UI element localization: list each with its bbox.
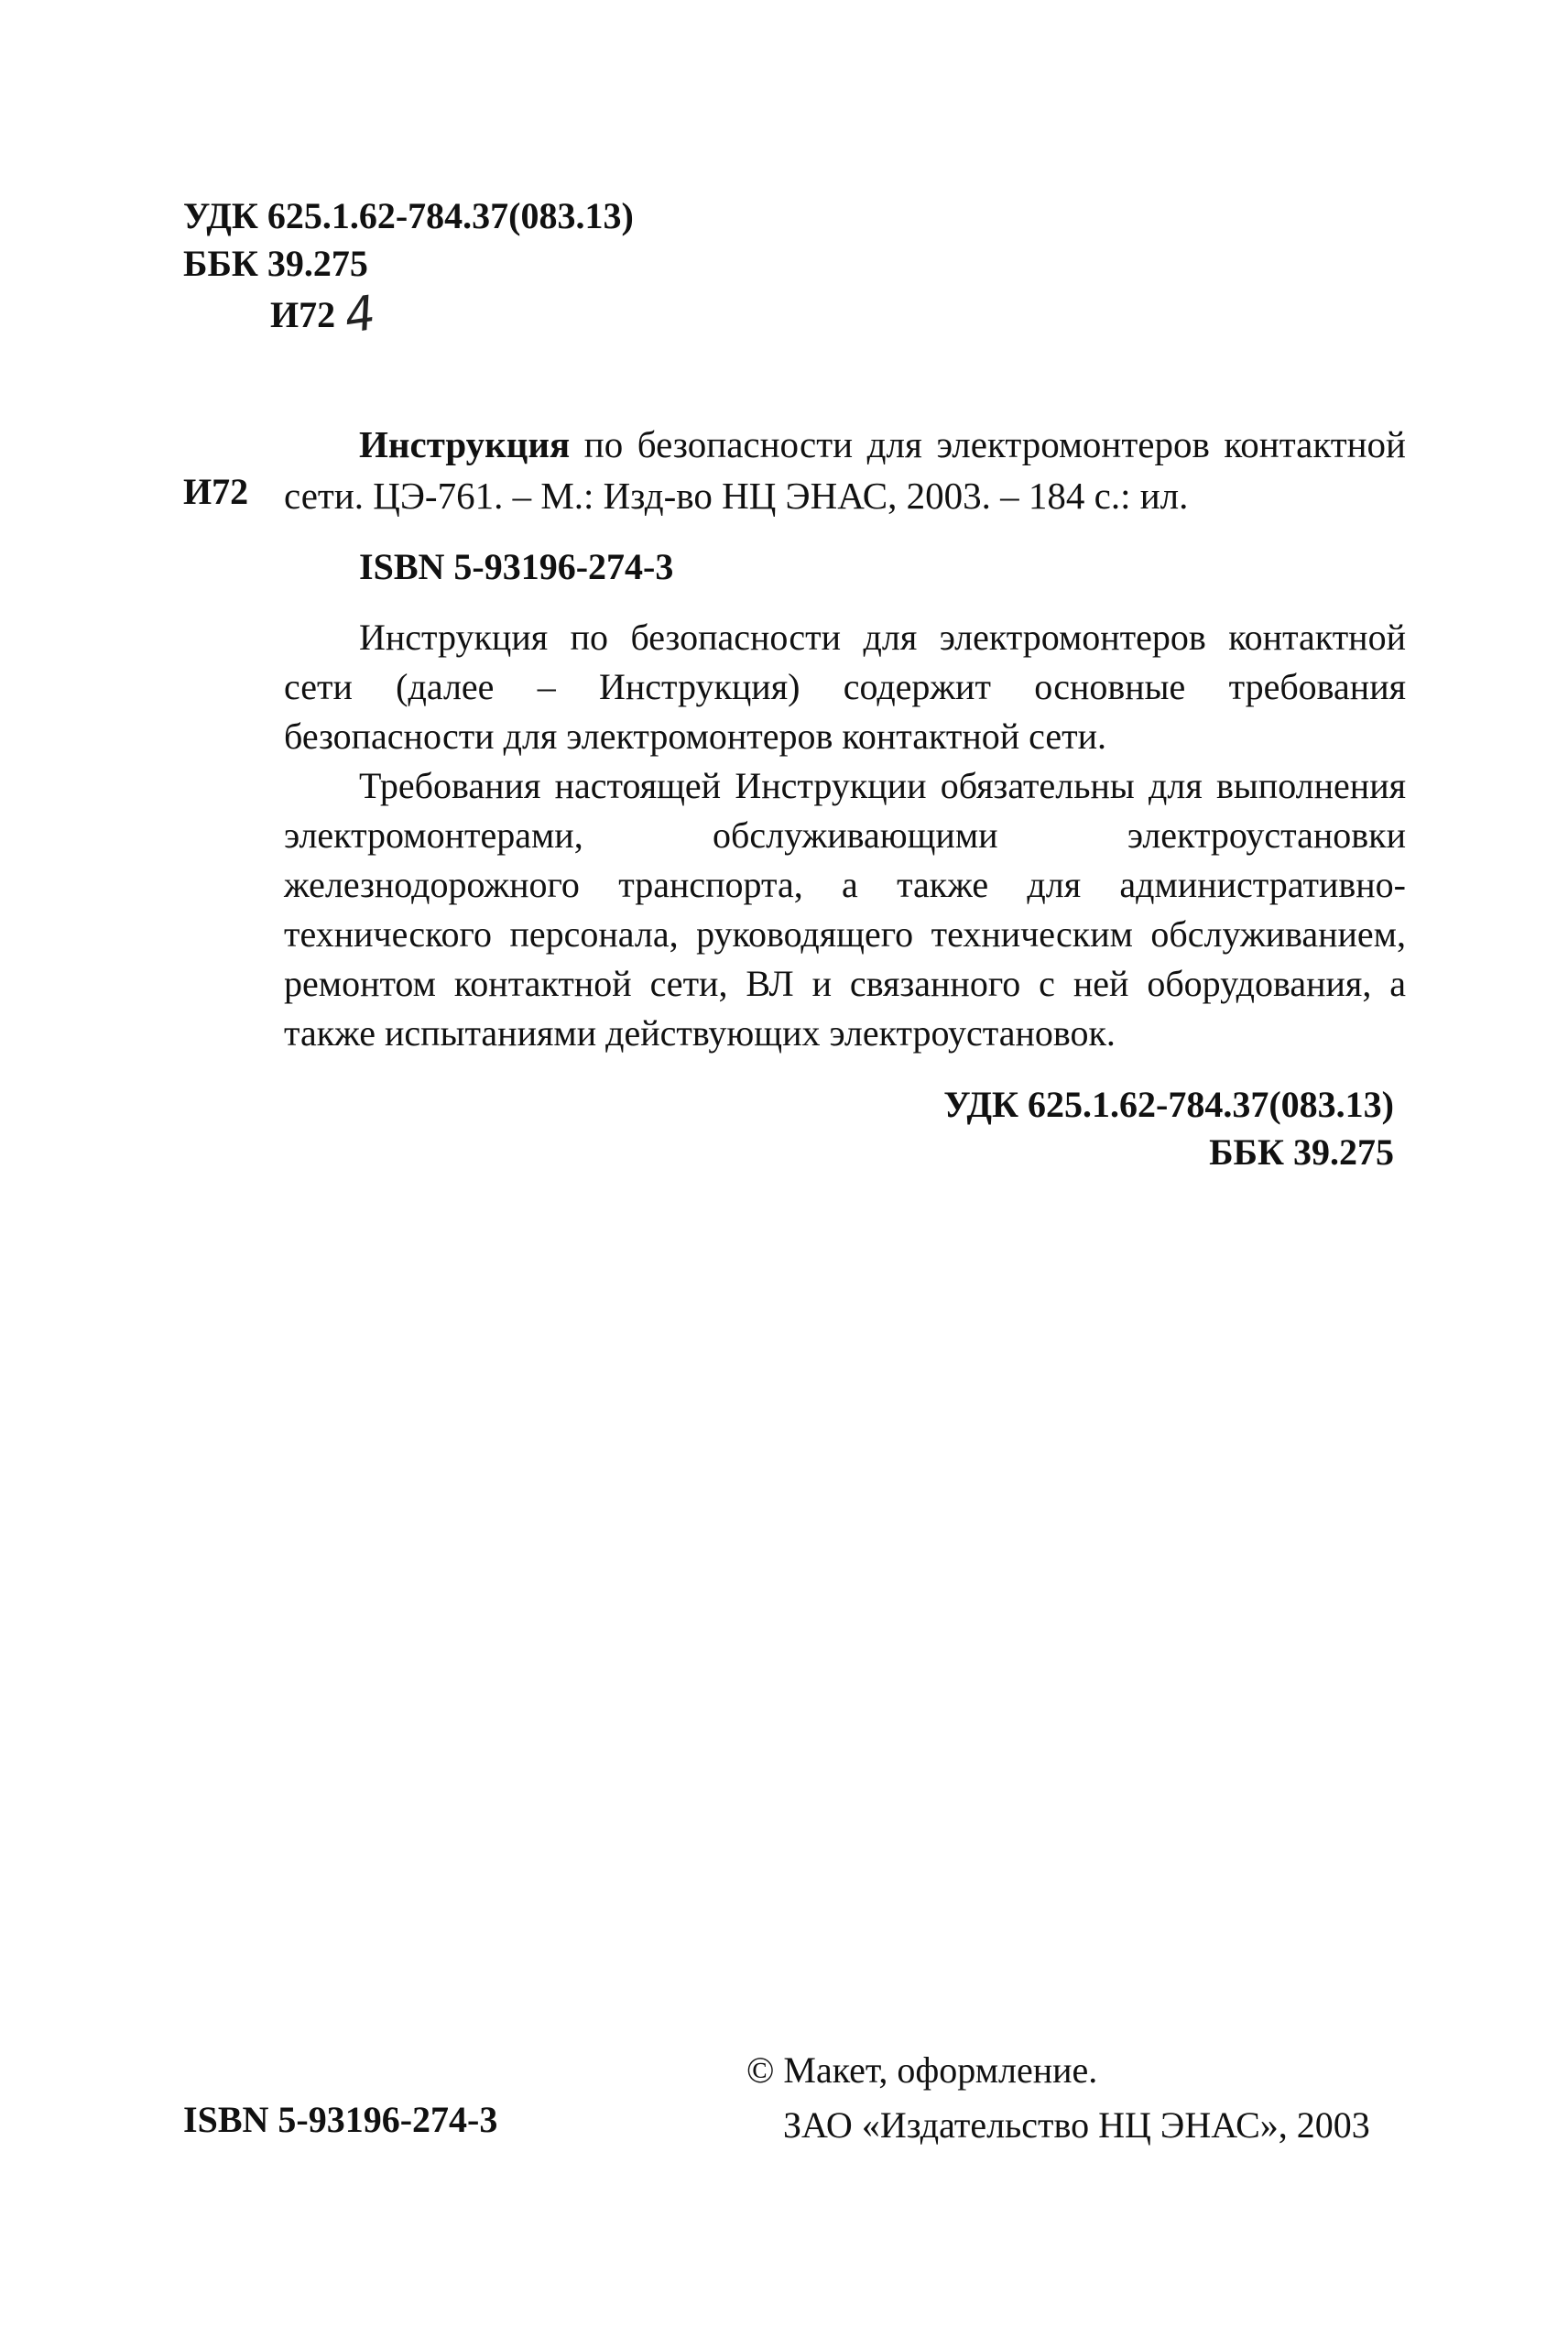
bbk-code: ББК 39.275: [183, 243, 368, 284]
classification-block: [943, 1081, 1394, 1176]
udk-code-right: УДК 625.1.62-784.37(083.13): [943, 1084, 1394, 1125]
author-code-row: [183, 285, 634, 344]
handwritten-note: 4: [341, 285, 379, 344]
bbk-code-right: ББК 39.275: [1209, 1131, 1394, 1173]
bibliographic-record: [284, 419, 1406, 1058]
udk-code: УДК 625.1.62-784.37(083.13): [183, 195, 634, 236]
author-mark: И72: [183, 471, 249, 512]
annotation: [284, 613, 1406, 1058]
classification-header: [183, 192, 634, 344]
copyright-line-1: © Макет, оформление.: [746, 2049, 1098, 2091]
record-title-bold: Инструкция: [359, 423, 571, 465]
footer-isbn: ISBN 5-93196-274-3: [183, 2099, 498, 2140]
annotation-paragraph-2: Требования настоящей Инструкции обязательны для выполнения электромонтерами, обслуживающими электроустановки железнодорожного транспорта, а также для административно-технического персонала, руководящего техническим обслуживанием, ремонтом контактной сети, ВЛ и связанного с ней оборудования, а также испытаниями действующих электроустановок.: [284, 765, 1406, 1054]
record-title-rest: по безопасности для электромонтеров контактной сети. ЦЭ-761. – М.: Изд-во НЦ ЭНАС, 2003. – 184 с.: ил.: [284, 423, 1406, 517]
copyright-line-2: ЗАО «Издательство НЦ ЭНАС», 2003: [783, 2104, 1370, 2146]
record-description: [284, 419, 1406, 521]
copyright-notice: [746, 2043, 1370, 2153]
author-code: И72: [270, 294, 336, 335]
record-isbn: ISBN 5-93196-274-3: [359, 546, 674, 587]
annotation-paragraph-1: Инструкция по безопасности для электромонтеров контактной сети (далее – Инструкция) содержит основные требования безопасности для электромонтеров контактной сети.: [284, 617, 1406, 757]
